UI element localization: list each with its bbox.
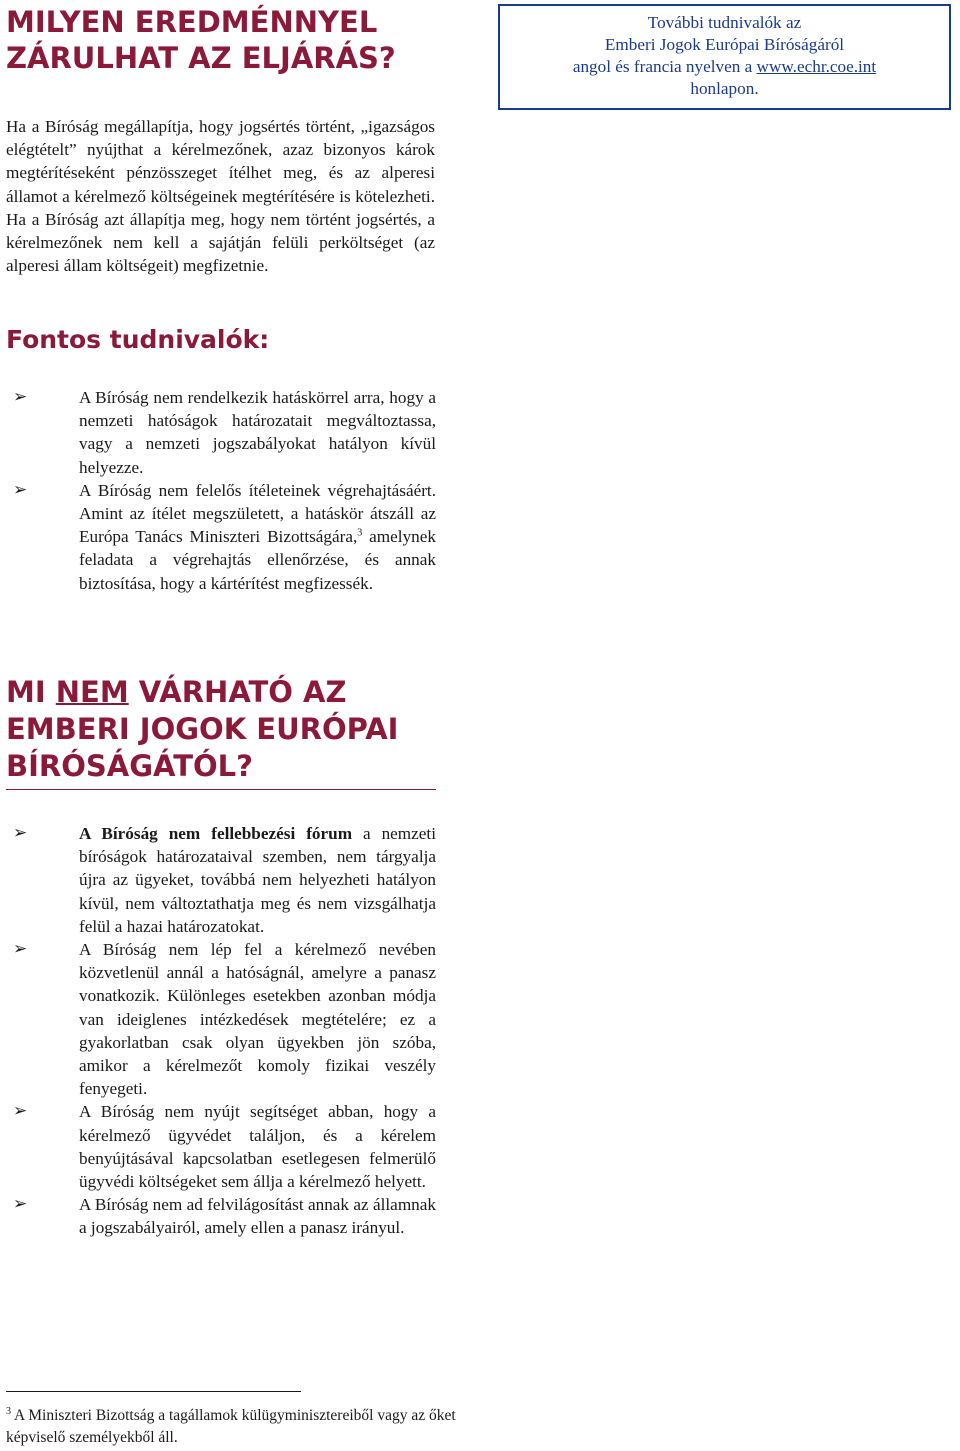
list-item: [6, 386, 436, 479]
arrow-bullet-icon: ➢: [13, 823, 28, 843]
list-item-text-cont: amelynek feladata a végrehajtás ellenőrzése, és annak biztosítása, hogy a kártérítést megfizessék.: [79, 527, 436, 593]
arrow-bullet-icon: ➢: [13, 479, 28, 500]
list-item: [6, 822, 436, 938]
arrow-bullet-icon: ➢: [13, 939, 28, 960]
list-item: [6, 938, 436, 1100]
list-item-text: A Bíróság nem rendelkezik hatáskörrel arra, hogy a nemzeti hatóságok határozatait megváltoztassa, vagy a nemzeti jogszabályokat hatályon kívül helyezze.: [79, 388, 436, 477]
info-line: További tudnivalók az: [647, 13, 802, 32]
outcome-paragraph: Ha a Bíróság megállapítja, hogy jogsértés történt, „igazságos elégtételt” nyújthat a kérelmezőnek, azaz bizonyos károk megtérítéseként pénzösszeget ítélhet meg, és az alperesi államot a kérelmező költségeinek megtérítésére is kötelezheti. Ha a Bíróság azt állapítja meg, hogy nem történt jogsértés, a kérelmezőnek nem kell a sajátján felüli perköltséget (az alperesi állam költségeit) megfizetnie.: [6, 117, 435, 276]
arrow-bullet-icon: ➢: [13, 387, 28, 407]
list-item-text: A Bíróság nem felelős ítéleteinek végrehajtásáért. Amint az ítélet megszületett, a hatáskör átszáll az Európa Tanács Miniszteri Bizottságára,: [79, 480, 436, 547]
list-item-text: a nemzeti bíróságok határozataival szemben, nem tárgyalja újra az ügyeket, továbbá nem helyezheti hatályon kívül, nem változtathatja meg és nem vizsgálhatja felül a hazai határozatokat.: [79, 824, 436, 936]
important-info-title: Fontos tudnivalók:: [6, 325, 270, 354]
footnote-divider: [6, 1391, 301, 1392]
arrow-bullet-icon: ➢: [13, 1194, 28, 1215]
list-item-text: A Bíróság nem nyújt segítséget abban, hogy a kérelmező ügyvédet találjon, és a kérelem benyújtásával kapcsolatban esetlegesen felmerülő ügyvédi költségeket sem állja a kérelmező helyett.: [79, 1102, 436, 1192]
list-item: [6, 1193, 436, 1239]
info-line: Emberi Jogok Európai Bíróságáról: [604, 35, 845, 54]
info-line: honlapon.: [690, 79, 759, 98]
more-info-box: [498, 4, 951, 110]
footnote: [6, 1405, 456, 1449]
list-item: [6, 1100, 436, 1193]
list-item: [6, 479, 436, 595]
footnote-ref: 3: [357, 527, 363, 539]
not-expected-list: [6, 822, 436, 1240]
important-info-list: [6, 386, 436, 595]
section-title-outcome: MILYEN EREDMÉNNYEL ZÁRULHAT AZ ELJÁRÁS?: [6, 5, 396, 75]
footnote-text: A Miniszteri Bizottság a tagállamok külügyminisztereiből vagy az őket képviselő személyekből áll.: [6, 1407, 456, 1446]
footnote-number: 3: [6, 1405, 11, 1417]
echr-website-link[interactable]: www.echr.coe.int: [756, 57, 877, 76]
list-item-text: A Bíróság nem lép fel a kérelmező nevében közvetlenül annál a hatóságnál, amelyre a panasz vonatkozik. Különleges esetekben azonban módja van ideiglenes intézkedések megtételére; ez a gyakorlatban csak olyan ügyekben jön szóba, amikor a kérelmezőt komoly fizikai veszély fenyegeti.: [79, 940, 436, 1099]
info-line: angol és francia nyelven a www.echr.coe.int: [572, 57, 877, 76]
arrow-bullet-icon: ➢: [13, 1101, 28, 1122]
emphasis-underline: NEM: [55, 675, 129, 709]
list-item-bold-text: A Bíróság nem fellebbezési fórum: [79, 824, 353, 843]
list-item-text: A Bíróság nem ad felvilágosítást annak az államnak a jogszabályairól, amely ellen a panasz irányul.: [79, 1195, 436, 1238]
section-title-not-expected: MI NEM VÁRHATÓ AZ EMBERI JOGOK EURÓPAI BÍRÓSÁGÁTÓL?: [6, 674, 436, 790]
